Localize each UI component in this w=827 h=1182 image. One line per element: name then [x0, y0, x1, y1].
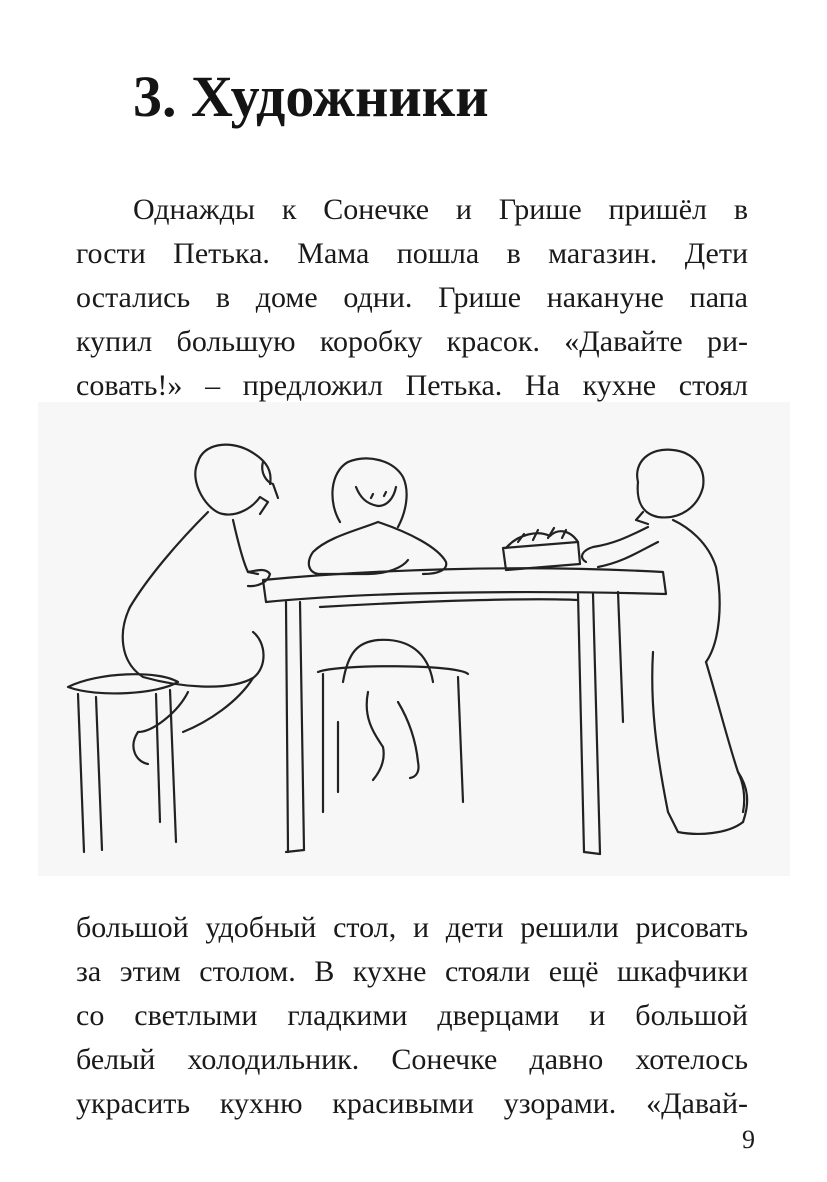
text-line: со светлыми гладкими дверцами и большой	[76, 999, 748, 1032]
girl-drawing	[309, 458, 446, 780]
text-line: за этим столом. В кухне стояли ещё шкафчики	[76, 955, 748, 988]
chapter-title: 3. Художники	[133, 64, 489, 129]
text-line: купил большую коробку красок. «Давайте ри-	[76, 325, 748, 358]
text-line: большой удобный стол, и дети решили рисовать	[76, 911, 748, 944]
paragraph-1	[76, 188, 748, 408]
paint-box-drawing	[503, 528, 580, 570]
right-boy-drawing	[582, 450, 747, 834]
text-line: украсить кухню красивыми узорами. «Давай-	[76, 1087, 748, 1120]
text-line: гости Петька. Мама пошла в магазин. Дети	[76, 237, 748, 270]
text-line: Однажды к Сонечке и Грише пришёл в	[133, 193, 748, 226]
left-stool-drawing	[68, 674, 178, 852]
text-line: остались в доме одни. Грише накануне папа	[76, 281, 748, 314]
text-line: белый холодильник. Сонечке давно хотелось	[76, 1043, 748, 1076]
text-line: совать!» – предложил Петька. На кухне стоял	[76, 369, 748, 402]
left-boy-drawing	[123, 445, 278, 764]
center-chair-drawing	[318, 666, 468, 812]
paragraph-2	[76, 906, 748, 1126]
children-at-table-drawing	[38, 402, 790, 876]
kitchen-table-illustration	[38, 402, 790, 876]
page-number: 9	[742, 1125, 755, 1154]
